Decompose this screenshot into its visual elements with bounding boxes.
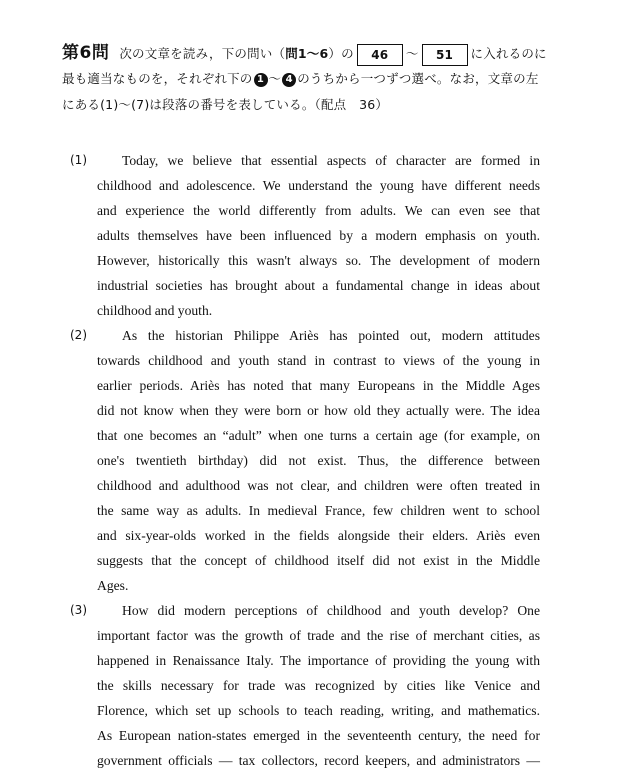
text-line: and six-year-olds worked in the fields alongside their elders. Ariès even xyxy=(97,528,540,543)
passage xyxy=(70,148,540,773)
text-line: As European nation-states emerged in the seventeenth century, the need for xyxy=(97,728,540,743)
text-line: important factor was the growth of trade and the rise of merchant cities, as xyxy=(97,628,540,643)
instructions-line-3: にある(1)～(7)は段落の番号を表している。（配点 36） xyxy=(62,97,389,112)
instructions-line-2 xyxy=(62,66,562,92)
text-line: did not know when they were born or how old they actually were. The idea xyxy=(97,403,540,418)
text-line: Ages. xyxy=(97,578,129,593)
question-range: 問1～6 xyxy=(285,46,329,61)
tilde: ～ xyxy=(405,46,419,61)
text-line: one's twentieth birthday) did not exist. Thus, the difference between xyxy=(97,453,540,468)
paragraph-1 xyxy=(70,148,540,323)
text-line: that one becomes an “adult” when one turns a certain age (for example, on xyxy=(97,428,540,443)
text-line: government officials — tax collectors, record keepers, and administrators — xyxy=(97,753,540,768)
text-line: and experience the world differently from adults. We can even see that xyxy=(97,203,540,218)
text-line: the same way as adults. In medieval France, few children went to school xyxy=(97,503,540,518)
question-instructions xyxy=(62,40,562,118)
text-line: towards childhood and youth stand in contrast to views of the young in xyxy=(97,353,540,368)
text-line: childhood and adulthood was not clear, and children were often treated in xyxy=(97,478,540,493)
text-line: adults themselves have been influenced by a modern emphasis on youth. xyxy=(97,228,540,243)
text-line: Today, we believe that essential aspects of character are formed in xyxy=(122,153,540,168)
instructions-text: のうちから一つずつ選べ。なお，文章の左 xyxy=(297,71,539,86)
instructions-text: 最も適当なものを，それぞれ下の xyxy=(62,71,253,86)
paragraph-2 xyxy=(70,323,540,598)
text-line: suggests that the concept of childhood itself did not exist in the Middle xyxy=(97,553,540,568)
tilde: ～ xyxy=(268,71,282,86)
instructions-line-1 xyxy=(62,40,562,66)
paragraph-number: (2) xyxy=(70,328,87,342)
answer-box-start: 46 xyxy=(357,44,403,66)
text-line: industrial societies has brought about a fundamental change in ideas about xyxy=(97,278,540,293)
text-line: Florence, which set up schools to teach reading, writing, and mathematics. xyxy=(97,703,540,718)
text-line: earlier periods. Ariès has noted that many Europeans in the Middle Ages xyxy=(97,378,540,393)
instructions-text: に入れるのに xyxy=(470,46,547,61)
circled-number-1: 1 xyxy=(254,73,268,87)
text-line: childhood and youth. xyxy=(97,303,213,318)
text-line: the skills necessary for trade was recognized by cities like Venice and xyxy=(97,678,540,693)
instructions-text: ）の xyxy=(328,46,354,61)
text-line: As the historian Philippe Ariès has pointed out, modern attitudes xyxy=(122,328,540,343)
paragraph-number: (3) xyxy=(70,603,87,617)
text-line: How did modern perceptions of childhood and youth develop? One xyxy=(122,603,540,618)
paragraph-number: (1) xyxy=(70,153,87,167)
paragraph-3 xyxy=(70,598,540,773)
question-number: 第6問 xyxy=(62,43,110,63)
circled-number-4: 4 xyxy=(282,73,296,87)
answer-box-end: 51 xyxy=(422,44,468,66)
text-line: childhood and adolescence. We understand the young have different needs xyxy=(97,178,540,193)
text-line: happened in Renaissance Italy. The importance of providing the young with xyxy=(97,653,540,668)
text-line: However, historically this wasn't always so. The development of modern xyxy=(97,253,540,268)
instructions-text: 次の文章を読み，下の問い（ xyxy=(119,46,286,61)
